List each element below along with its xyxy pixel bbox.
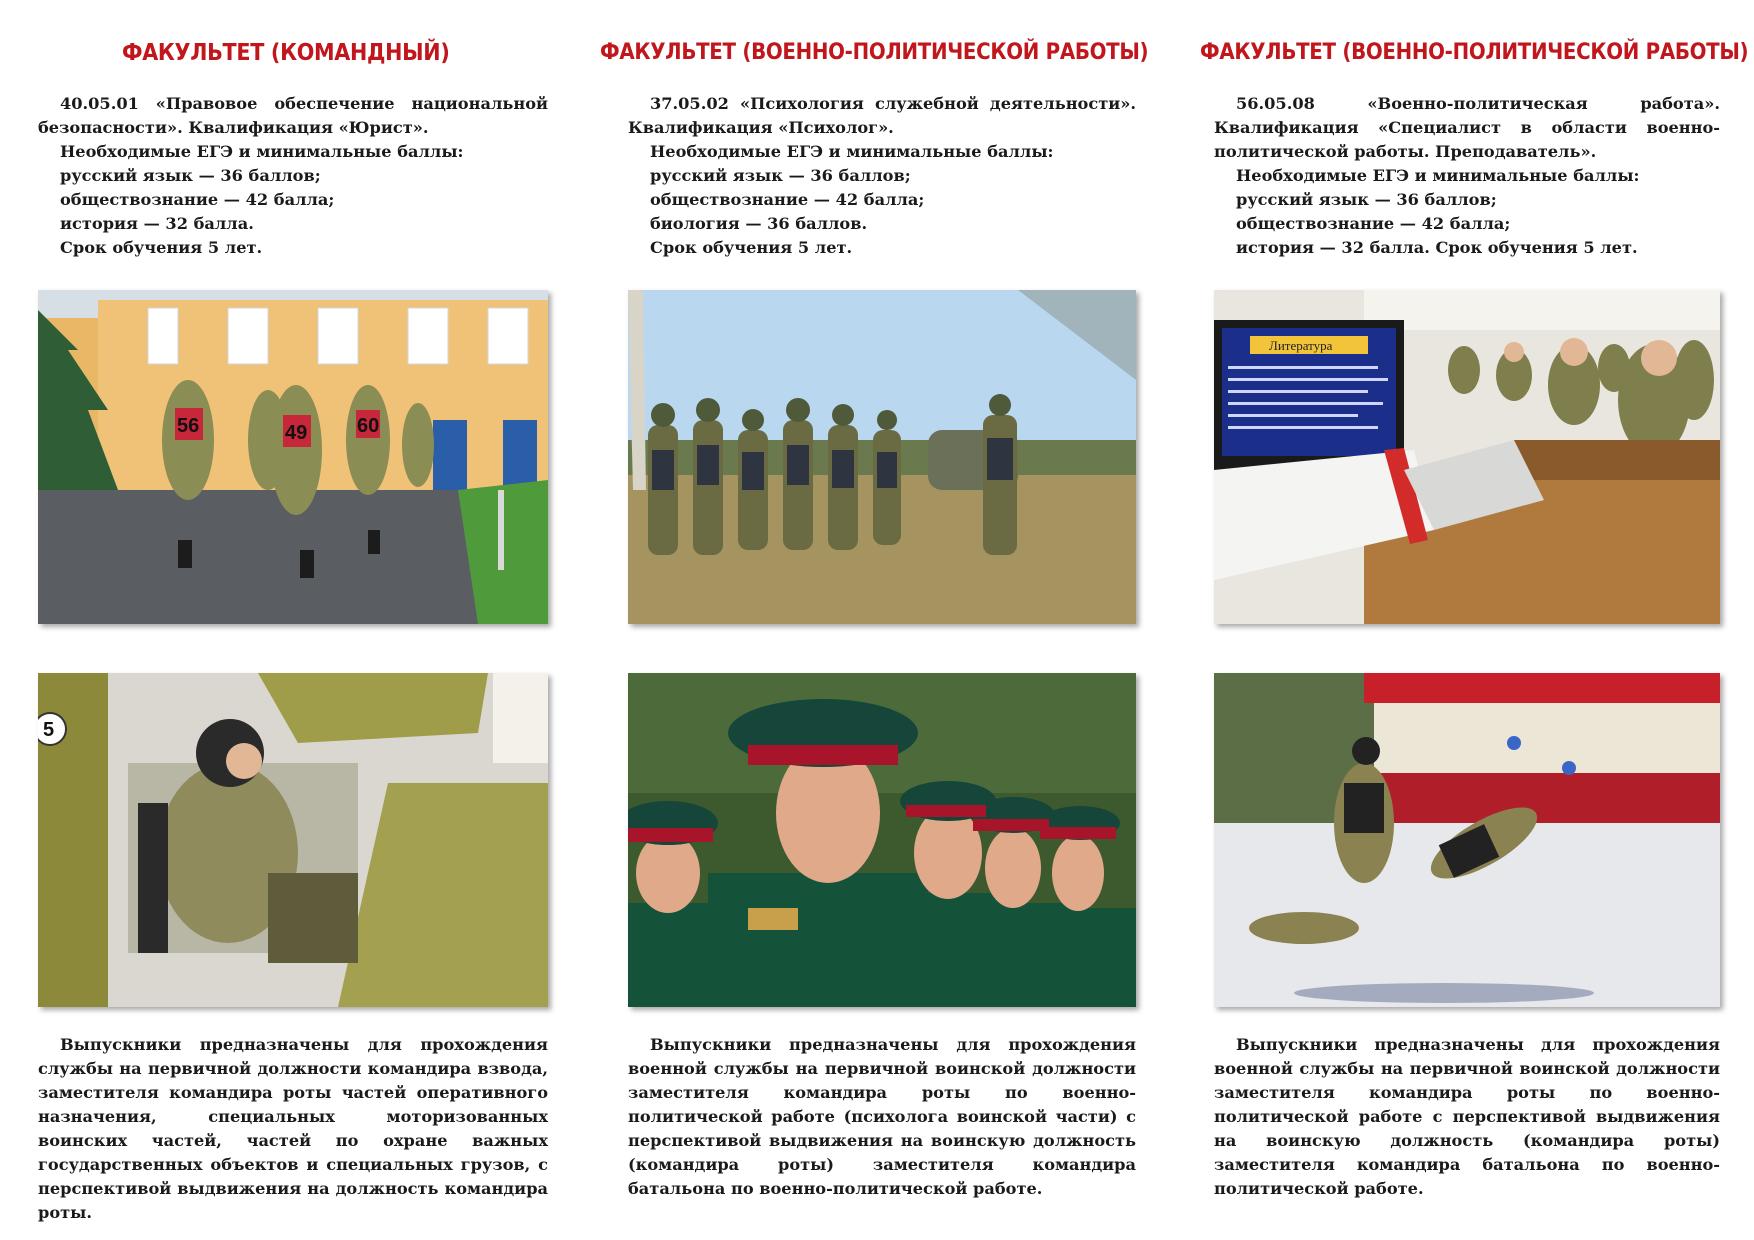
- program-title: 56.05.08 «Военно-политическая работа». Квалификация «Специалист в области военно-политической работы. Преподаватель».: [1214, 94, 1720, 161]
- program-info: [38, 92, 548, 260]
- photo-field-exercise: [628, 290, 1136, 624]
- subject-item: русский язык — 36 баллов;: [60, 166, 321, 185]
- faculty-heading: ФАКУЛЬТЕТ (ВОЕННО-ПОЛИТИЧЕСКОЙ РАБОТЫ): [600, 40, 1149, 65]
- bib-number: 60: [357, 415, 380, 437]
- subject-item: обществознание — 42 балла;: [1236, 214, 1511, 233]
- subject-item: обществознание — 42 балла;: [60, 190, 335, 209]
- program-title: 37.05.02 «Психология служебной деятельности». Квалификация «Психолог».: [628, 94, 1136, 137]
- subject-item: биология — 36 баллов.: [650, 214, 868, 233]
- hatch-number: 5: [43, 719, 55, 741]
- photo-classroom: [1214, 290, 1720, 624]
- photo-driver-training: [38, 673, 548, 1007]
- graduate-description: Выпускники предназначены для прохождения военной службы на первичной воинской должности заместителя командира роты по военно-политической работе с перспективой выдвижения на воинскую должность (командира роты) заместителя командира батальона по военно-политической работе.: [1214, 1035, 1720, 1198]
- graduate-description: Выпускники предназначены для прохождения военной службы на первичной воинской должности заместителя командира роты по военно-политической работе (психолога воинской части) с перспективой выдвижения на воинскую должность (командира роты) заместителя командира батальона по военно-политической работе.: [628, 1035, 1136, 1198]
- subject-item: русский язык — 36 баллов;: [650, 166, 911, 185]
- subject-item: история — 32 балла.: [60, 214, 254, 233]
- study-duration: Срок обучения 5 лет.: [650, 238, 853, 257]
- photo-cadets-running: [38, 290, 548, 624]
- graduate-description: Выпускники предназначены для прохождения службы на первичной должности командира взвода, заместителя командира роты частей оперативного назначения, специальных моторизованных воинских частей, частей по охране важных государственных объектов и специальных грузов, с перспективой выдвижения на должность командира роты.: [38, 1035, 548, 1222]
- requirements-title: Необходимые ЕГЭ и минимальные баллы:: [1236, 166, 1640, 185]
- subject-item: история — 32 балла. Срок обучения 5 лет.: [1236, 238, 1638, 257]
- subject-item: русский язык — 36 баллов;: [1236, 190, 1497, 209]
- photo-combat-demo: [1214, 673, 1720, 1007]
- program-title: 40.05.01 «Правовое обеспечение национальной безопасности». Квалификация «Юрист».: [38, 94, 548, 137]
- faculty-heading: ФАКУЛЬТЕТ (КОМАНДНЫЙ): [122, 40, 450, 66]
- study-duration: Срок обучения 5 лет.: [60, 238, 263, 257]
- faculty-heading: ФАКУЛЬТЕТ (ВОЕННО-ПОЛИТИЧЕСКОЙ РАБОТЫ): [1200, 40, 1749, 65]
- requirements-title: Необходимые ЕГЭ и минимальные баллы:: [60, 142, 464, 161]
- slide-title: Литература: [1269, 338, 1333, 353]
- bib-number: 56: [177, 415, 200, 437]
- requirements-title: Необходимые ЕГЭ и минимальные баллы:: [650, 142, 1054, 161]
- bib-number: 49: [285, 422, 308, 444]
- program-info: [1214, 92, 1720, 260]
- program-info: [628, 92, 1136, 260]
- photo-officers-parade: [628, 673, 1136, 1007]
- subject-item: обществознание — 42 балла;: [650, 190, 925, 209]
